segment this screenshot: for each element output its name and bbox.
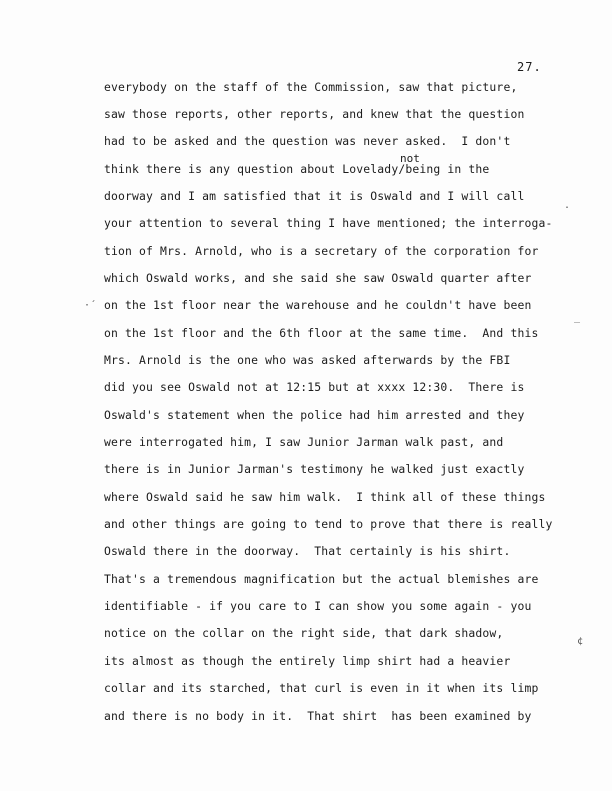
page-number: 27. — [517, 60, 542, 74]
scan-mark: ¢ — [577, 636, 584, 647]
interlinear-insert: not — [400, 152, 420, 165]
text-line: saw those reports, other reports, and knew that the question — [104, 107, 525, 121]
text-line: and there is no body in it. That shirt has been examined by — [104, 709, 532, 723]
text-line: identifiable - if you care to I can show you some again - you — [104, 599, 532, 613]
text-line: notice on the collar on the right side, that dark shadow, — [104, 626, 504, 640]
scan-mark: ·´ — [84, 300, 97, 311]
text-line: doorway and I am satisfied that it is Oswald and I will call — [104, 189, 525, 203]
text-line: That's a tremendous magnification but the actual blemishes are — [104, 572, 539, 586]
text-line: Mrs. Arnold is the one who was asked afterwards by the FBI — [104, 353, 511, 367]
text-line: on the 1st floor and the 6th floor at the same time. And this — [104, 326, 539, 340]
text-line: were interrogated him, I saw Junior Jarman walk past, and — [104, 435, 504, 449]
text-line: which Oswald works, and she said she saw Oswald quarter after — [104, 271, 532, 285]
scan-mark: . — [564, 200, 571, 211]
text-line: think there is any question about Lovelady/being in the — [104, 162, 490, 176]
scan-mark: _ — [574, 312, 581, 323]
text-line: tion of Mrs. Arnold, who is a secretary of the corporation for — [104, 244, 539, 258]
text-line: did you see Oswald not at 12:15 but at xxxx 12:30. There is — [104, 380, 525, 394]
text-line: where Oswald said he saw him walk. I think all of these things — [104, 490, 546, 504]
text-line: on the 1st floor near the warehouse and he couldn't have been — [104, 298, 532, 312]
text-line: there is in Junior Jarman's testimony he walked just exactly — [104, 462, 525, 476]
text-line: collar and its starched, that curl is even in it when its limp — [104, 681, 539, 695]
text-line: Oswald there in the doorway. That certainly is his shirt. — [104, 544, 511, 558]
text-line: had to be asked and the question was never asked. I don't — [104, 134, 511, 148]
text-line: its almost as though the entirely limp shirt had a heavier — [104, 654, 511, 668]
text-line: everybody on the staff of the Commission, saw that picture, — [104, 80, 518, 94]
text-line: your attention to several thing I have mentioned; the interroga- — [104, 216, 553, 230]
text-line: Oswald's statement when the police had him arrested and they — [104, 408, 525, 422]
text-line: and other things are going to tend to prove that there is really — [104, 517, 553, 531]
